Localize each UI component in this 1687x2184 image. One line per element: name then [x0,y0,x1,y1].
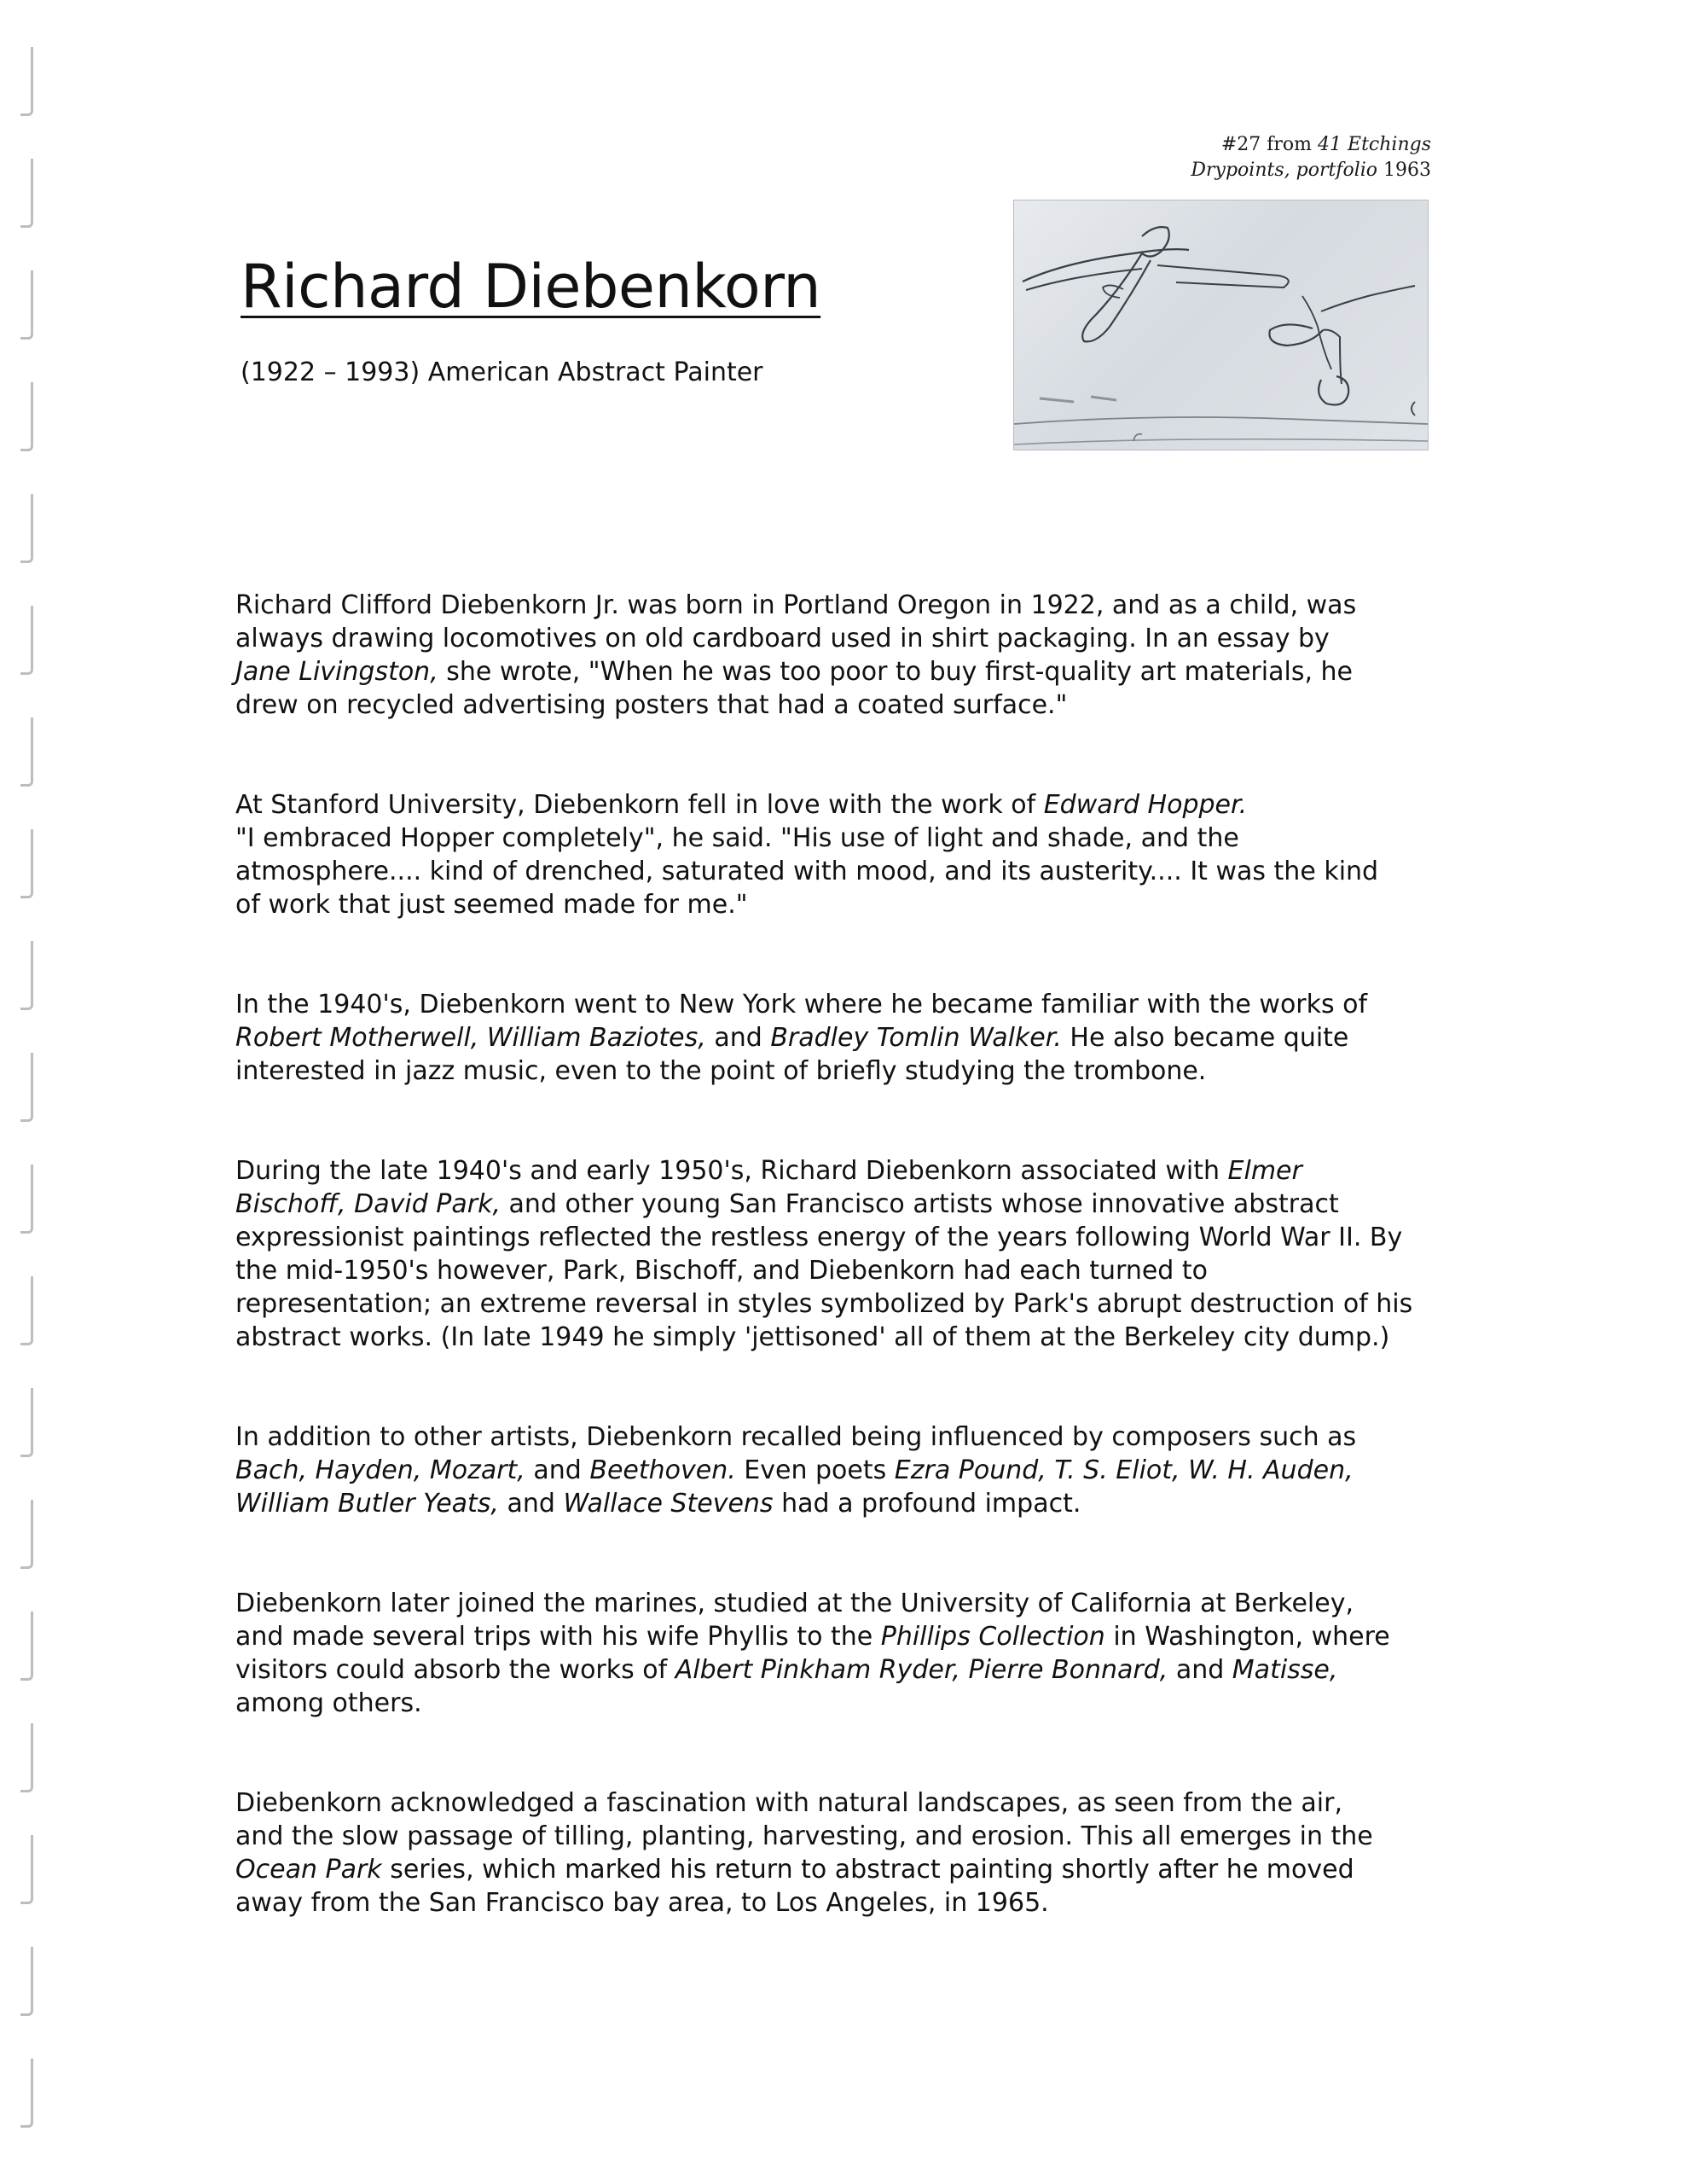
body-paragraph [235,1154,1446,1354]
binder-hole-mark [20,494,33,563]
binder-hole-mark [20,1723,33,1792]
binder-hole-mark [20,2059,33,2128]
paragraph-text: series, which marked his return to abstract painting shortly after he moved away from the San Francisco bay area, to Los Angeles, in 1965. [235,1855,1354,1918]
binder-hole-mark [20,1276,33,1345]
binder-hole-mark [20,1053,33,1122]
italic-name: Ezra Pound, T. S. Eliot, W. H. Auden, William Butler Yeats, [235,1455,1354,1519]
italic-name: Ocean Park [235,1855,382,1885]
italic-name: Elmer Bischoff, David Park, [235,1156,1302,1219]
italic-name: Robert Motherwell, William Baziotes, [235,1023,706,1053]
paragraph-text: In the 1940's, Diebenkorn went to New York where he became familiar with the works of [235,990,1368,1019]
caption-portfolio-subtitle: Drypoints, portfolio [1191,160,1378,181]
binder-hole-mark [20,1500,33,1569]
italic-name: Bach, Hayden, Mozart, [235,1455,525,1485]
paragraph-text: among others. [235,1688,422,1718]
body-paragraph [235,589,1446,722]
caption-from: from [1261,134,1319,155]
body-paragraph [235,1786,1446,1920]
etching-image [1013,200,1429,450]
binder-hole-mark [20,159,33,228]
binder-hole-mark [20,1388,33,1457]
paragraph-text: At Stanford University, Diebenkorn fell in love with the work of [235,790,1044,820]
paragraph-text: He also became quite interested in jazz music, even to the point of briefly studying the trombone. [235,1023,1349,1086]
binder-hole-mark [20,47,33,116]
binder-hole-mark [20,717,33,787]
binder-hole-mark [20,270,33,340]
body-paragraph [235,788,1446,921]
caption-portfolio-title: 41 Etchings [1318,134,1431,155]
body-paragraph [235,988,1446,1088]
caption-year: 1963 [1377,160,1431,181]
paragraph-text: in Washington, where visitors could absorb the works of [235,1622,1390,1685]
paragraph-text: In addition to other artists, Diebenkorn recalled being influenced by composers such as [235,1422,1357,1452]
paragraph-text: had a profound impact. [773,1489,1081,1519]
paragraph-text: and [498,1489,564,1519]
body-paragraph [235,1587,1446,1720]
paragraph-text: "I embraced Hopper completely", he said. "His use of light and shade, and the atmosphere.... kind of drenched, saturated with mood, and its austerity.... It was the kind of work that just seemed made for me." [235,823,1379,920]
italic-name: Beethoven. [589,1455,736,1485]
biography-body [235,589,1446,1920]
binder-hole-mark [20,1947,33,2016]
body-paragraph [235,1420,1446,1520]
artwork-caption [1191,132,1431,183]
italic-name: Wallace Stevens [563,1489,774,1519]
binder-hole-mark [20,829,33,898]
italic-name: Phillips Collection [880,1622,1105,1652]
binder-hole-mark [20,1835,33,1904]
binder-hole-mark [20,606,33,675]
italic-name: Albert Pinkham Ryder, Pierre Bonnard, [675,1655,1168,1685]
paragraph-text: Even poets [735,1455,895,1485]
binder-hole-mark [20,382,33,451]
italic-name: Matisse, [1232,1655,1338,1685]
page-title: Richard Diebenkorn [241,252,821,322]
paragraph-text: During the late 1940's and early 1950's, Richard Diebenkorn associated with [235,1156,1228,1186]
caption-number: #27 [1220,134,1261,155]
paragraph-text: Diebenkorn later joined the marines, studied at the University of California at Berkeley, and made several trips with his wife Phyllis to the [235,1589,1354,1652]
caption-line-1 [1191,132,1431,158]
etching-sketch-icon [1014,200,1428,450]
italic-name: Edward Hopper. [1043,790,1248,820]
paragraph-text: and [1168,1655,1232,1685]
paragraph-text: Diebenkorn acknowledged a fascination with natural landscapes, as seen from the air, and the slow passage of tilling, planting, harvesting, and erosion. This all emerges in the [235,1788,1373,1851]
paragraph-text: she wrote, "When he was too poor to buy first-quality art materials, he drew on recycled advertising posters that had a coated surface." [235,657,1353,720]
paragraph-text: and [525,1455,590,1485]
paragraph-text: and [705,1023,771,1053]
caption-line-2 [1191,158,1431,183]
binder-hole-mark [20,941,33,1010]
italic-name: Bradley Tomlin Walker. [770,1023,1062,1053]
binder-hole-marks [20,47,38,2129]
binder-hole-mark [20,1165,33,1234]
paragraph-text: Richard Clifford Diebenkorn Jr. was born in Portland Oregon in 1922, and as a child, was always drawing locomotives on old cardboard used in shirt packaging. In an essay by [235,590,1357,653]
italic-name: Jane Livingston, [235,657,438,687]
page-subtitle: (1922 – 1993) American Abstract Painter [241,357,763,387]
paragraph-text: and other young San Francisco artists whose innovative abstract expressionist paintings reflected the restless energy of the years following World War II. By the mid-1950's however, Park, Bischoff, and Diebenkorn had each turned to representation; an extreme reversal in styles symbolized by Park's abrupt destruction of his abstract works. (In late 1949 he simply 'jettisoned' all of them at the Berkeley city dump.) [235,1189,1413,1352]
binder-hole-mark [20,1612,33,1681]
